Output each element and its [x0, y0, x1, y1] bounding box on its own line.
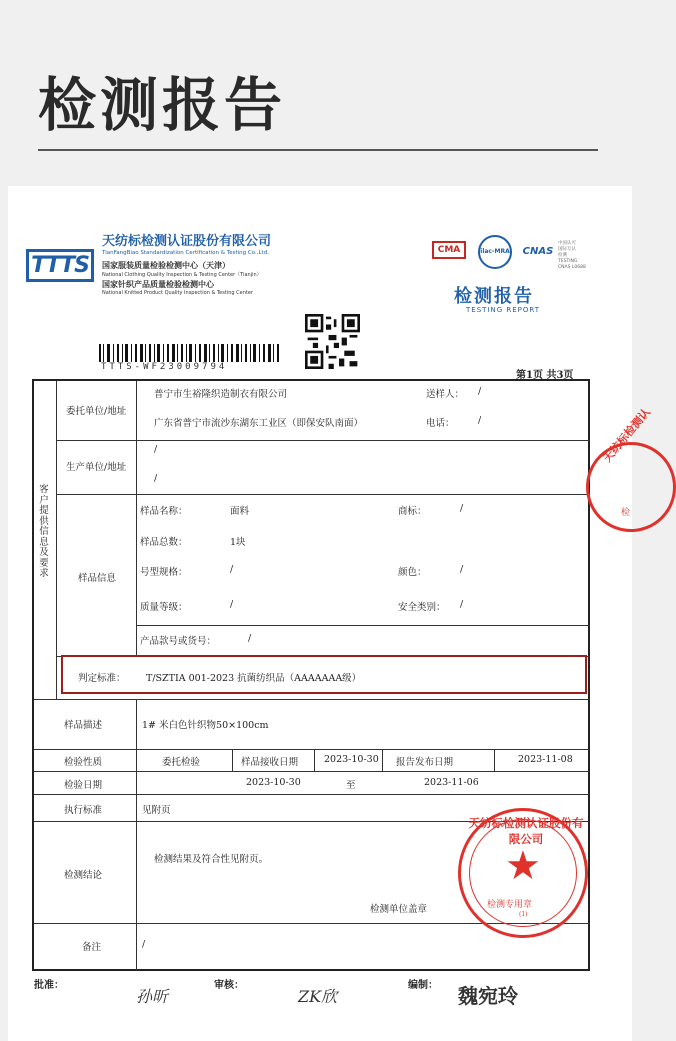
cnas-mark: CNAS: [522, 246, 554, 257]
center1-name-cn: 国家服装质量检验检测中心（天津）: [102, 261, 230, 270]
review-signature: ZK欣: [298, 987, 338, 1006]
report-number: TTTS-WF23009794: [101, 362, 228, 372]
sample-name-label: 样品名称：: [140, 506, 188, 517]
color-value: /: [460, 564, 464, 575]
report-paper: [8, 186, 653, 1041]
sample-count-label: 样品总数：: [140, 537, 188, 548]
test-date-to: 2023-11-06: [424, 777, 479, 788]
compile-signature: 魏宛玲: [458, 984, 518, 1008]
seal-label: 检测单位盖章: [370, 904, 428, 915]
sender-value: /: [478, 386, 482, 397]
judge-standard-value: T/SZTIA 001-2023 抗菌纺织品（AAAAAAA级）: [146, 673, 362, 684]
company-header: [102, 230, 271, 296]
remark-label: 备注: [82, 942, 102, 953]
issued-date-value: 2023-11-08: [518, 754, 573, 765]
remark-value: /: [142, 939, 146, 950]
client-label: 委托单位/地址: [66, 406, 127, 417]
official-seal-stamp: 天纺标检测认证股份有限公司 ★ 检测专用章 (1): [458, 808, 588, 938]
report-title-cn: 检测报告: [454, 286, 534, 307]
center2-name-cn: 国家针织产品质量检验检测中心: [102, 280, 214, 289]
model-value: /: [230, 564, 234, 575]
conclusion-label: 检测结论: [64, 870, 103, 881]
company-name-cn: 天纺标检测认证股份有限公司: [102, 234, 272, 249]
test-date-from: 2023-10-30: [246, 777, 301, 788]
sample-name-value: 面料: [230, 506, 250, 517]
received-date-value: 2023-10-30: [324, 754, 379, 765]
center2-name-en: National Knitted Product Quality Inspection & Testing Center: [102, 290, 253, 296]
barcode: [99, 344, 279, 362]
page-title: 检测报告: [38, 71, 287, 139]
center1-name-en: National Clothing Quality Inspection & Testing Center（Tianjin）: [102, 272, 262, 278]
conclusion-value: 检测结果及符合性见附页。: [154, 854, 269, 865]
producer-value-1: /: [154, 444, 158, 455]
approve-label: 批准：: [34, 980, 64, 991]
model-label: 号型规格：: [140, 567, 188, 578]
ttts-logo: TTTS: [26, 249, 94, 282]
safety-value: /: [460, 599, 464, 610]
safety-label: 安全类别：: [398, 602, 446, 613]
color-label: 颜色：: [398, 567, 427, 578]
approve-signature: 孙昕: [136, 987, 169, 1006]
issued-date-label: 报告发布日期: [396, 757, 454, 768]
test-date-to-label: 至: [346, 780, 356, 791]
report-title-en: TESTING REPORT: [466, 306, 541, 314]
product-no-value: /: [248, 633, 252, 644]
judge-standard-highlight: [61, 655, 587, 694]
test-nature-label: 检验性质: [64, 757, 103, 768]
cma-mark: CMA: [432, 241, 466, 259]
producer-label: 生产单位/地址: [66, 462, 127, 473]
client-info-side-label: 客户提供信息及要求: [39, 484, 49, 579]
judge-standard-label: 判定标准：: [78, 673, 126, 684]
sample-info-label: 样品信息: [78, 573, 117, 584]
test-nature-value: 委托检验: [162, 757, 201, 768]
page-number: 第1页 共3页: [516, 370, 574, 381]
cnas-mark-caption: 中国认可 国际互认 检测 TESTING CNAS L0688: [558, 241, 586, 270]
grade-value: /: [230, 599, 234, 610]
brand-value: /: [460, 503, 464, 514]
title-divider: [38, 149, 598, 151]
review-label: 审核：: [214, 980, 244, 991]
qr-code: [305, 314, 360, 369]
brand-label: 商标：: [398, 506, 427, 517]
received-date-label: 样品接收日期: [241, 757, 299, 768]
standard-label: 执行标准: [64, 805, 103, 816]
client-name: 普宁市生裕隆织造制衣有限公司: [154, 389, 288, 400]
phone-label: 电话：: [426, 418, 455, 429]
phone-value: /: [478, 415, 482, 426]
ilac-mra-mark: ilac-MRA: [478, 235, 512, 269]
client-address: 广东省普宁市流沙东湖东工业区（即保安队南面）: [154, 418, 364, 429]
product-no-label: 产品款号或货号：: [140, 636, 217, 647]
producer-value-2: /: [154, 473, 158, 484]
seal-star-icon: ★: [505, 843, 541, 889]
company-name-en: TianFangBiao Standardization Certification & Testing Co.,Ltd.: [102, 250, 269, 256]
test-date-label: 检验日期: [64, 780, 103, 791]
sample-desc-label: 样品描述: [64, 720, 103, 731]
sample-desc-value: 1# 米白色针织物50×100cm: [142, 720, 269, 731]
sample-count-value: 1块: [230, 537, 246, 548]
compile-label: 编制：: [408, 980, 438, 991]
sender-label: 送样人：: [426, 389, 465, 400]
side-seal-stamp: 天纺标检测认 检: [586, 442, 676, 532]
grade-label: 质量等级：: [140, 602, 188, 613]
standard-value: 见附页: [142, 805, 171, 816]
